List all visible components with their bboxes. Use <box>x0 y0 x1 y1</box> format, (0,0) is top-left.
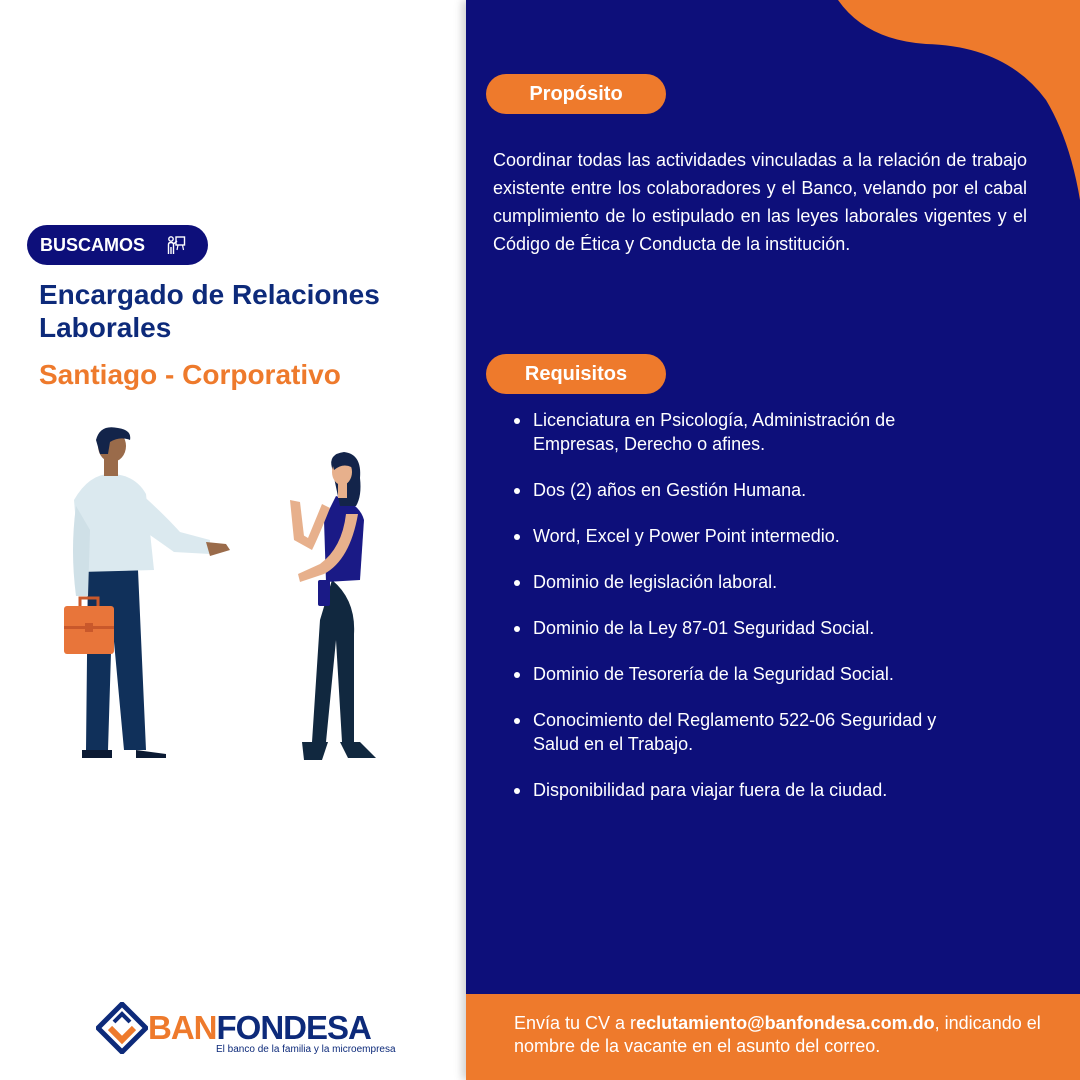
logo-ban: BAN <box>148 1009 217 1046</box>
list-item: Dominio de la Ley 87-01 Seguridad Social. <box>514 616 984 640</box>
logo-wordmark <box>148 1010 371 1046</box>
footer-text-before: Envía tu CV a r <box>514 1013 637 1033</box>
buscamos-label: BUSCAMOS <box>40 235 146 255</box>
buscamos-badge <box>27 225 208 265</box>
logo-fondesa: FONDESA <box>216 1009 371 1046</box>
footer-text <box>514 1012 1054 1058</box>
proposito-text: Coordinar todas las actividades vinculadas a la relación de trabajo existente entre los colaboradores y el Banco, velando por el cabal cumplimiento de lo estipulado en las leyes laborales vigentes y el Código de Ética y Conducta de la institución. <box>493 150 1027 254</box>
banfondesa-logo <box>96 1002 396 1062</box>
requisitos-list <box>514 408 984 824</box>
requisitos-heading: Requisitos <box>486 354 666 394</box>
job-location: Santiago - Corporativo <box>39 359 341 390</box>
list-item: Licenciatura en Psicología, Administración de Empresas, Derecho o afines. <box>514 408 984 456</box>
woman-figure <box>290 452 376 760</box>
man-figure <box>64 427 230 758</box>
list-item: Dominio de legislación laboral. <box>514 570 984 594</box>
list-item: Word, Excel y Power Point intermedio. <box>514 524 984 548</box>
list-item: Conocimiento del Reglamento 522-06 Seguridad y Salud en el Trabajo. <box>514 708 984 756</box>
footer-text-after: , indicando el nombre de la vacante en el asunto del correo. <box>514 1013 1041 1056</box>
proposito-heading: Propósito <box>486 74 666 114</box>
list-item: Dominio de Tesorería de la Seguridad Social. <box>514 662 984 686</box>
job-title: Encargado de Relaciones Laborales <box>39 279 380 343</box>
handshake-illustration <box>50 420 400 770</box>
right-panel <box>466 0 1080 1080</box>
presenter-icon <box>166 235 186 255</box>
list-item: Disponibilidad para viajar fuera de la ciudad. <box>514 778 984 802</box>
list-item: Dos (2) años en Gestión Humana. <box>514 478 984 502</box>
banfondesa-emblem-icon <box>96 1002 148 1054</box>
recruitment-email[interactable]: eclutamiento@banfondesa.com.do <box>636 1013 935 1033</box>
left-panel <box>0 0 466 1080</box>
footer-banner <box>466 994 1080 1080</box>
logo-tagline: El banco de la familia y la microempresa <box>216 1044 396 1055</box>
